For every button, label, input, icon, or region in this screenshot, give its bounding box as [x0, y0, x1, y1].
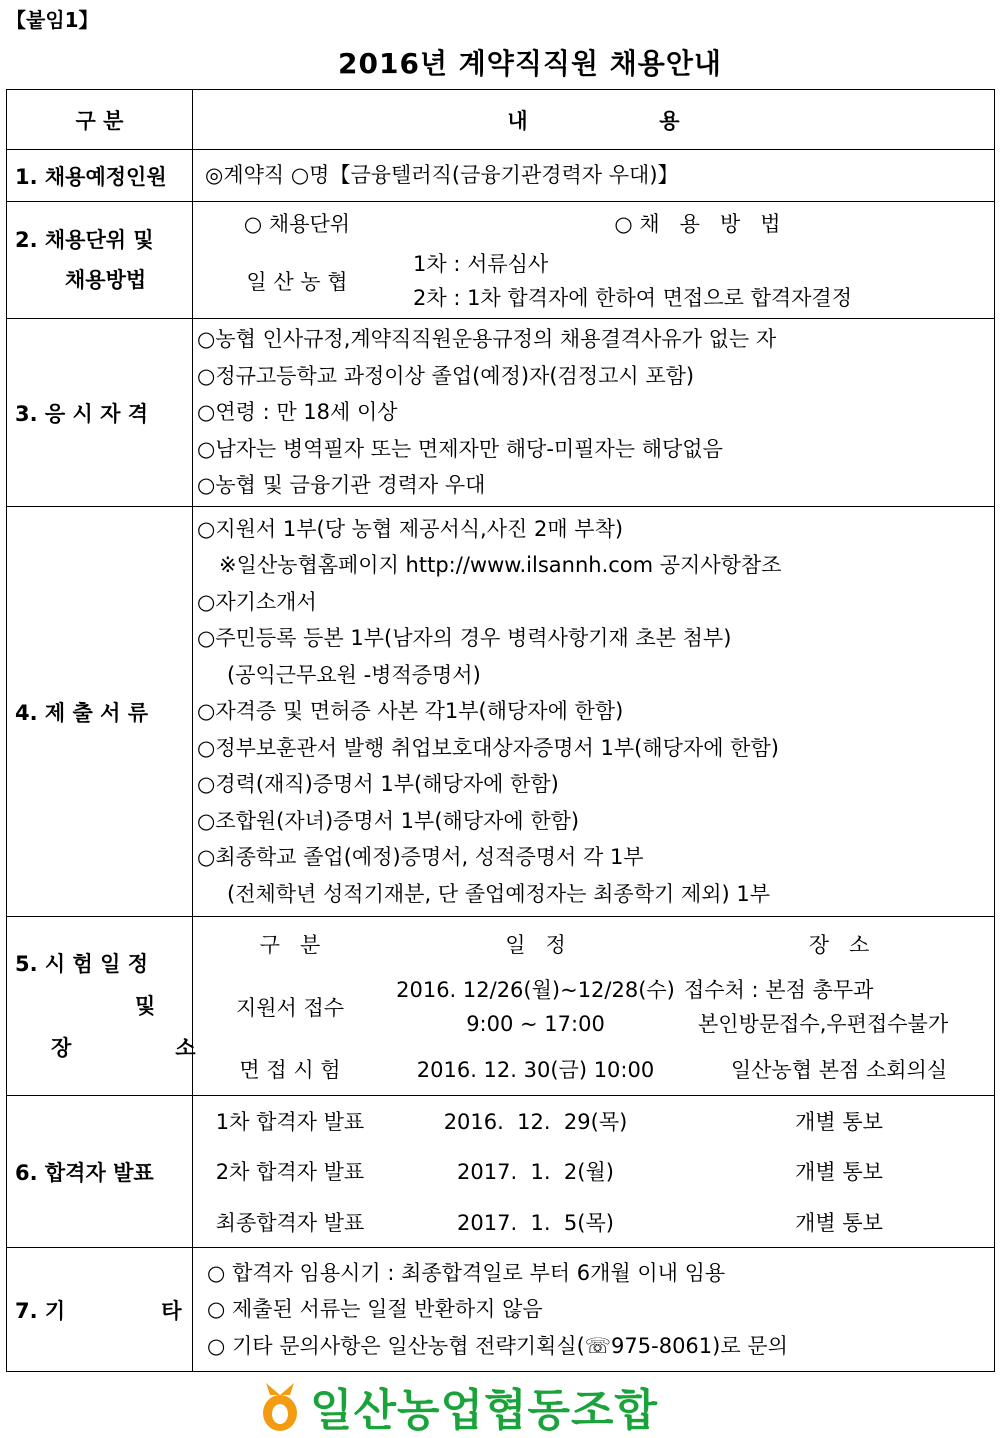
- org-logo: [258, 1376, 658, 1436]
- place-line: 본인방문접수,우편접수불가: [698, 1012, 949, 1036]
- qualification-item: ○농협 및 금융기관 경력자 우대: [197, 473, 486, 498]
- qualification-item: ○남자는 병역필자 또는 면제자만 해당-미필자는 해당없음: [197, 436, 723, 461]
- documents-content: [193, 507, 995, 917]
- page-title: 2016년 계약직직원 채용안내: [338, 47, 722, 80]
- table-row: [7, 917, 995, 1096]
- row-label-unit-method: [7, 202, 193, 319]
- schedule-header-place: 장 소: [808, 933, 870, 957]
- announcement-date: 2017. 1. 2(월): [457, 1160, 614, 1185]
- schedule-interview-place: 일산농협 본점 소회의실: [730, 1058, 948, 1082]
- document-note: (공익근무요원 -병적증명서): [227, 662, 481, 687]
- recruitment-table: [6, 89, 995, 1372]
- table-row: [7, 1248, 995, 1372]
- announcement-stage: 최종합격자 발표: [215, 1210, 365, 1235]
- unit-method-table: [193, 202, 994, 318]
- announcement-method: 개별 통보: [795, 1160, 883, 1185]
- other-content: [193, 1248, 995, 1372]
- row-label-hiring-count: 1. 채용예정인원: [7, 150, 193, 202]
- row-label-schedule: [7, 917, 196, 1096]
- row-label-qualifications: 3. 응 시 자 격: [7, 319, 193, 507]
- announcement-method: 개별 통보: [795, 1210, 883, 1235]
- other-item: ○ 기타 문의사항은 일산농협 전략기획실(☏975-8061)로 문의: [207, 1333, 788, 1358]
- qualification-item: ○정규고등학교 과정이상 졸업(예정)자(검정고시 포함): [197, 363, 695, 388]
- table-row: [7, 202, 995, 319]
- announcement-stage: 1차 합격자 발표: [215, 1110, 365, 1135]
- schedule-table: [193, 917, 994, 1095]
- label-line: [15, 1027, 196, 1069]
- label-char: 장: [51, 1036, 72, 1060]
- table-row: [7, 150, 995, 202]
- qualification-item: ○연령 : 만 18세 이상: [197, 400, 398, 425]
- document-note: ※일산농협홈페이지 http://www.ilsannh.com 공지사항참조: [219, 553, 782, 578]
- document-item: ○정부보훈관서 발행 취업보호대상자증명서 1부(해당자에 한함): [197, 735, 779, 760]
- nonghyup-logo-icon: [258, 1379, 302, 1433]
- schedule-cell: [193, 917, 995, 1096]
- announcement-method: 개별 통보: [795, 1110, 883, 1135]
- unit-header: ○ 채용단위: [243, 212, 351, 236]
- unit-value: 일 산 농 협: [246, 270, 348, 294]
- label-line: 5. 시 험 일 정: [15, 952, 148, 976]
- schedule-header-category: 구 분: [259, 933, 321, 957]
- label-part: 타: [161, 1298, 182, 1323]
- document-item: ○자기소개서: [197, 589, 317, 614]
- announcement-date: 2016. 12. 29(목): [443, 1110, 628, 1135]
- announcement-date: 2017. 1. 5(목): [457, 1210, 614, 1235]
- label-part: 7. 기: [15, 1298, 66, 1323]
- schedule-interview-date: 2016. 12. 30(금) 10:00: [416, 1058, 655, 1082]
- other-item: ○ 제출된 서류는 일절 반환하지 않음: [207, 1297, 543, 1322]
- row-label-other: [7, 1248, 193, 1372]
- method-value: [401, 244, 994, 318]
- table-header-row: [7, 90, 995, 150]
- table-row: [7, 1096, 995, 1248]
- method-line: 2차 : 1차 합격자에 한하여 면접으로 합격자결정: [413, 286, 852, 310]
- announcement-stage: 2차 합격자 발표: [215, 1160, 365, 1185]
- schedule-application-date: [387, 971, 684, 1043]
- announcement-cell: [193, 1096, 995, 1248]
- method-line: 1차 : 서류심사: [413, 252, 549, 276]
- date-line: 2016. 12/26(월)~12/28(수): [396, 978, 675, 1002]
- announcement-table: [193, 1096, 994, 1247]
- method-header: ○ 채 용 방 법: [614, 212, 781, 236]
- schedule-application-name: 지원서 접수: [235, 996, 345, 1020]
- document-item: ○자격증 및 면허증 사본 각1부(해당자에 한함): [197, 699, 624, 724]
- schedule-header-date: 일 정: [505, 933, 566, 957]
- header-content: 내 용: [193, 90, 995, 150]
- unit-method-cell: [193, 202, 995, 319]
- label-line: 및: [135, 994, 156, 1018]
- place-line: 접수처 : 본점 총무과: [684, 978, 874, 1002]
- document-item: ○경력(재직)증명서 1부(해당자에 한함): [197, 772, 559, 797]
- hiring-count-content: ◎계약직 ○명【금융텔러직(금융기관경력자 우대)】: [193, 150, 995, 202]
- document-note: (전체학년 성적기재분, 단 졸업예정자는 최종학기 제외) 1부: [227, 881, 771, 906]
- label-char: 소: [175, 1036, 196, 1060]
- document-item: ○주민등록 등본 1부(남자의 경우 병력사항기재 초본 첨부): [197, 626, 732, 651]
- schedule-interview-name: 면 접 시 험: [239, 1058, 341, 1082]
- schedule-application-place: [684, 971, 994, 1043]
- label-line: 2. 채용단위 및: [15, 228, 154, 252]
- document-item: ○최종학교 졸업(예정)증명서, 성적증명서 각 1부: [197, 845, 644, 870]
- document-item: ○지원서 1부(당 농협 제공서식,사진 2매 부착): [197, 516, 624, 541]
- attachment-label: 【붙임1】: [6, 8, 99, 32]
- row-label-documents: 4. 제 출 서 류: [7, 507, 193, 917]
- header-category: 구 분: [7, 90, 193, 150]
- row-label-announcement: 6. 합격자 발표: [7, 1096, 193, 1248]
- time-line: 9:00 ~ 17:00: [466, 1012, 605, 1036]
- qualification-item: ○농협 인사규정,계약직직원운용규정의 채용결격사유가 없는 자: [197, 327, 777, 352]
- document-item: ○조합원(자녀)증명서 1부(해당자에 한함): [197, 808, 580, 833]
- label-line: 채용방법: [65, 268, 147, 292]
- org-name: 일산농업협동조합: [310, 1385, 659, 1436]
- other-item: ○ 합격자 임용시기 : 최종합격일로 부터 6개월 이내 임용: [207, 1260, 726, 1285]
- table-row: [7, 319, 995, 507]
- table-row: [7, 507, 995, 917]
- qualifications-content: [193, 319, 995, 507]
